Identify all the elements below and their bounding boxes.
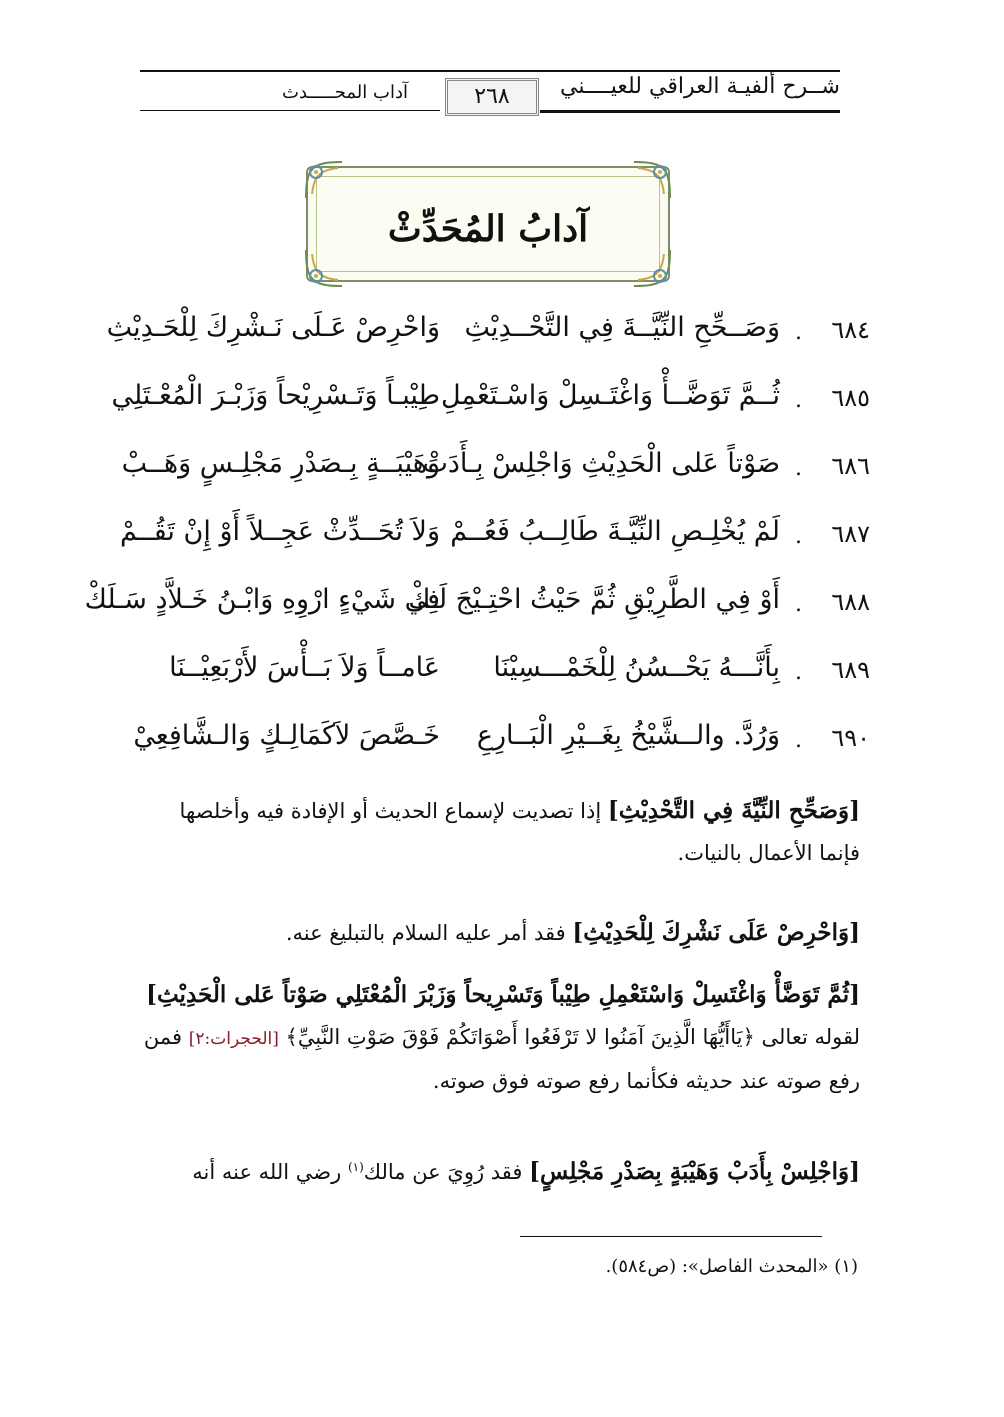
commentary-text: لقوله تعالى — [761, 1025, 860, 1049]
commentary-text: فقد رُوِيَ عن مالك — [363, 1160, 523, 1184]
verse-number: ٦٨٨ — [831, 588, 870, 616]
verse-first-hemistich: ثُــمَّ تَوَضَّــأْ وَاغْتَـسِلْ وَاسْـتَعْمِلِ — [440, 380, 780, 411]
verse-first-hemistich: لَمْ يُخْلِـصِ النِّيَّـةَ طَالِــبُ فَعُــمْ — [450, 516, 780, 547]
verse-first-hemistich: وَصَــحِّحِ النِّيَّــةَ فِي التَّحْــدِيْثِ — [464, 312, 780, 343]
verse-row — [100, 374, 870, 442]
verse-number: ٦٩٠ — [831, 724, 870, 752]
verse-second-hemistich: خَـصَّصَ لاَكَمَالِـكٍ وَالـشَّافِعِيْ — [133, 720, 440, 751]
verse-list — [84, 306, 870, 782]
commentary-paragraph — [136, 790, 860, 874]
chapter-title-frame — [302, 158, 674, 290]
commentary-lemma: [وَاحْرِصْ عَلَى نَشْرِكَ لِلْحَدِيْثِ] — [572, 919, 860, 946]
commentary-text: رضي الله عنه أنه — [192, 1160, 342, 1184]
verse-separator: . — [795, 320, 802, 345]
commentary-paragraph — [136, 1146, 860, 1193]
verse-number: ٦٨٦ — [831, 452, 870, 480]
verse-first-hemistich: أَوْ فِي الطَّرِيْقِ ثُمَّ حَيْثُ احْتِـيْجَ لَـكْ — [408, 584, 780, 615]
verse-row — [100, 442, 870, 510]
verse-separator: . — [795, 524, 802, 549]
commentary-paragraph — [136, 974, 860, 1102]
commentary-text: فمن رفع صوته عند حديثه فكأنما رفع صوته فوق صوته. — [143, 1025, 860, 1093]
verse-number: ٦٨٧ — [831, 520, 870, 548]
verse-first-hemistich: صَوْتاً عَلى الْحَدِيْثِ وَاجْلِسْ بِـأَدَبْ — [422, 448, 780, 479]
verse-number: ٦٨٩ — [831, 656, 870, 684]
verse-second-hemistich: طِيْبـاً وَتَـسْرِيْحاً وَزَبْـرَ الْمُعْـتَلِي — [111, 380, 440, 411]
footnote-marker: (١) — [347, 1160, 364, 1174]
verse-row — [100, 306, 870, 374]
header-chapter-rule — [140, 110, 440, 111]
header-chapter-title: آداب المحـــــدث — [282, 82, 408, 103]
verse-second-hemistich: وَاحْرِصْ عَـلَى نَـشْرِكَ لِلْحَـدِيْثِ — [106, 312, 440, 343]
verse-separator: . — [795, 728, 802, 753]
header-top-rule — [140, 70, 840, 72]
header-book-title: شــرح ألفيـة العراقي للعيــــني — [560, 74, 840, 99]
verse-second-hemistich: وَلاَ تُحَــدِّثْ عَجِــلاً أَوْ إِنْ تَقُــمْ — [119, 516, 440, 547]
verse-number: ٦٨٥ — [831, 384, 870, 412]
corner-ornament-icon — [628, 244, 674, 290]
commentary-lemma: [وَاجْلِسْ بِأَدَبْ وَهَيْبَةٍ بِصَدْرِ مَجْلِسٍ] — [529, 1158, 860, 1185]
running-header — [140, 62, 840, 114]
verse-first-hemistich: بِأَنَّـــهُ يَحْــسُنُ لِلْخَمْـــسِيْنَا — [493, 652, 780, 683]
verse-row — [100, 714, 870, 782]
verse-separator: . — [795, 388, 802, 413]
page-number: ٢٦٨ — [445, 78, 539, 116]
corner-ornament-icon — [302, 244, 348, 290]
header-book-rule — [540, 110, 840, 113]
verse-separator: . — [795, 660, 802, 685]
verse-separator: . — [795, 592, 802, 617]
corner-ornament-icon — [302, 158, 348, 204]
commentary-lemma: [ثُمَّ تَوَضَّأْ وَاغْتَسِلْ وَاسْتَعْمِلِ طِيْباً وَتَسْرِيحاً وَزَبْرَ الْمُعْتَلِي صَوْتاً عَلى الْحَدِيْثِ] — [146, 981, 860, 1008]
verse-second-hemistich: فِي شَيْءٍ ارْوِهِ وَابْـنُ خَـلاَّدٍ سَـلَكْ — [84, 584, 440, 615]
verse-first-hemistich: وَرُدَّ. والــشَّيْخُ بِغَــيْرِ الْبَــارِعِ — [476, 720, 780, 751]
verse-second-hemistich: وَهَيْبَــةٍ بِـصَدْرِ مَجْلِـسٍ وَهَــبْ — [121, 448, 440, 479]
verse-separator: . — [795, 456, 802, 481]
commentary-text: فقد أمر عليه السلام بالتبليغ عنه. — [285, 921, 566, 945]
chapter-title: آدابُ المُحَدِّثْ — [387, 208, 589, 250]
footnote-rule — [520, 1236, 822, 1237]
quran-quote: ﴿يَاأَيُّهَا الَّذِينَ آمَنُوا لا تَرْفَعُوا أَصْوَاتَكُمْ فَوْقَ صَوْتِ النَّبِيِّ﴾ — [285, 1025, 755, 1049]
verse-row — [100, 646, 870, 714]
corner-ornament-icon — [628, 158, 674, 204]
verse-row — [100, 510, 870, 578]
commentary-paragraph — [136, 912, 860, 954]
quran-reference: [الحجرات:٢] — [188, 1029, 279, 1049]
commentary-lemma: [وَصَحِّحِ النِّيَّةَ فِي التَّحْدِيْثِ] — [607, 797, 860, 824]
footnote: (١) «المحدث الفاصل»: (ص٥٨٤). — [605, 1256, 858, 1277]
commentary-text: إذا تصديت لإسماع الحديث أو الإفادة فيه وأخلصها فإنما الأعمال بالنيات. — [179, 799, 860, 865]
verse-number: ٦٨٤ — [831, 316, 870, 344]
verse-second-hemistich: عَامــاً وَلاَ بَــأْسَ لأَرْبَعِيْــنَا — [169, 652, 440, 683]
verse-row — [84, 578, 870, 646]
